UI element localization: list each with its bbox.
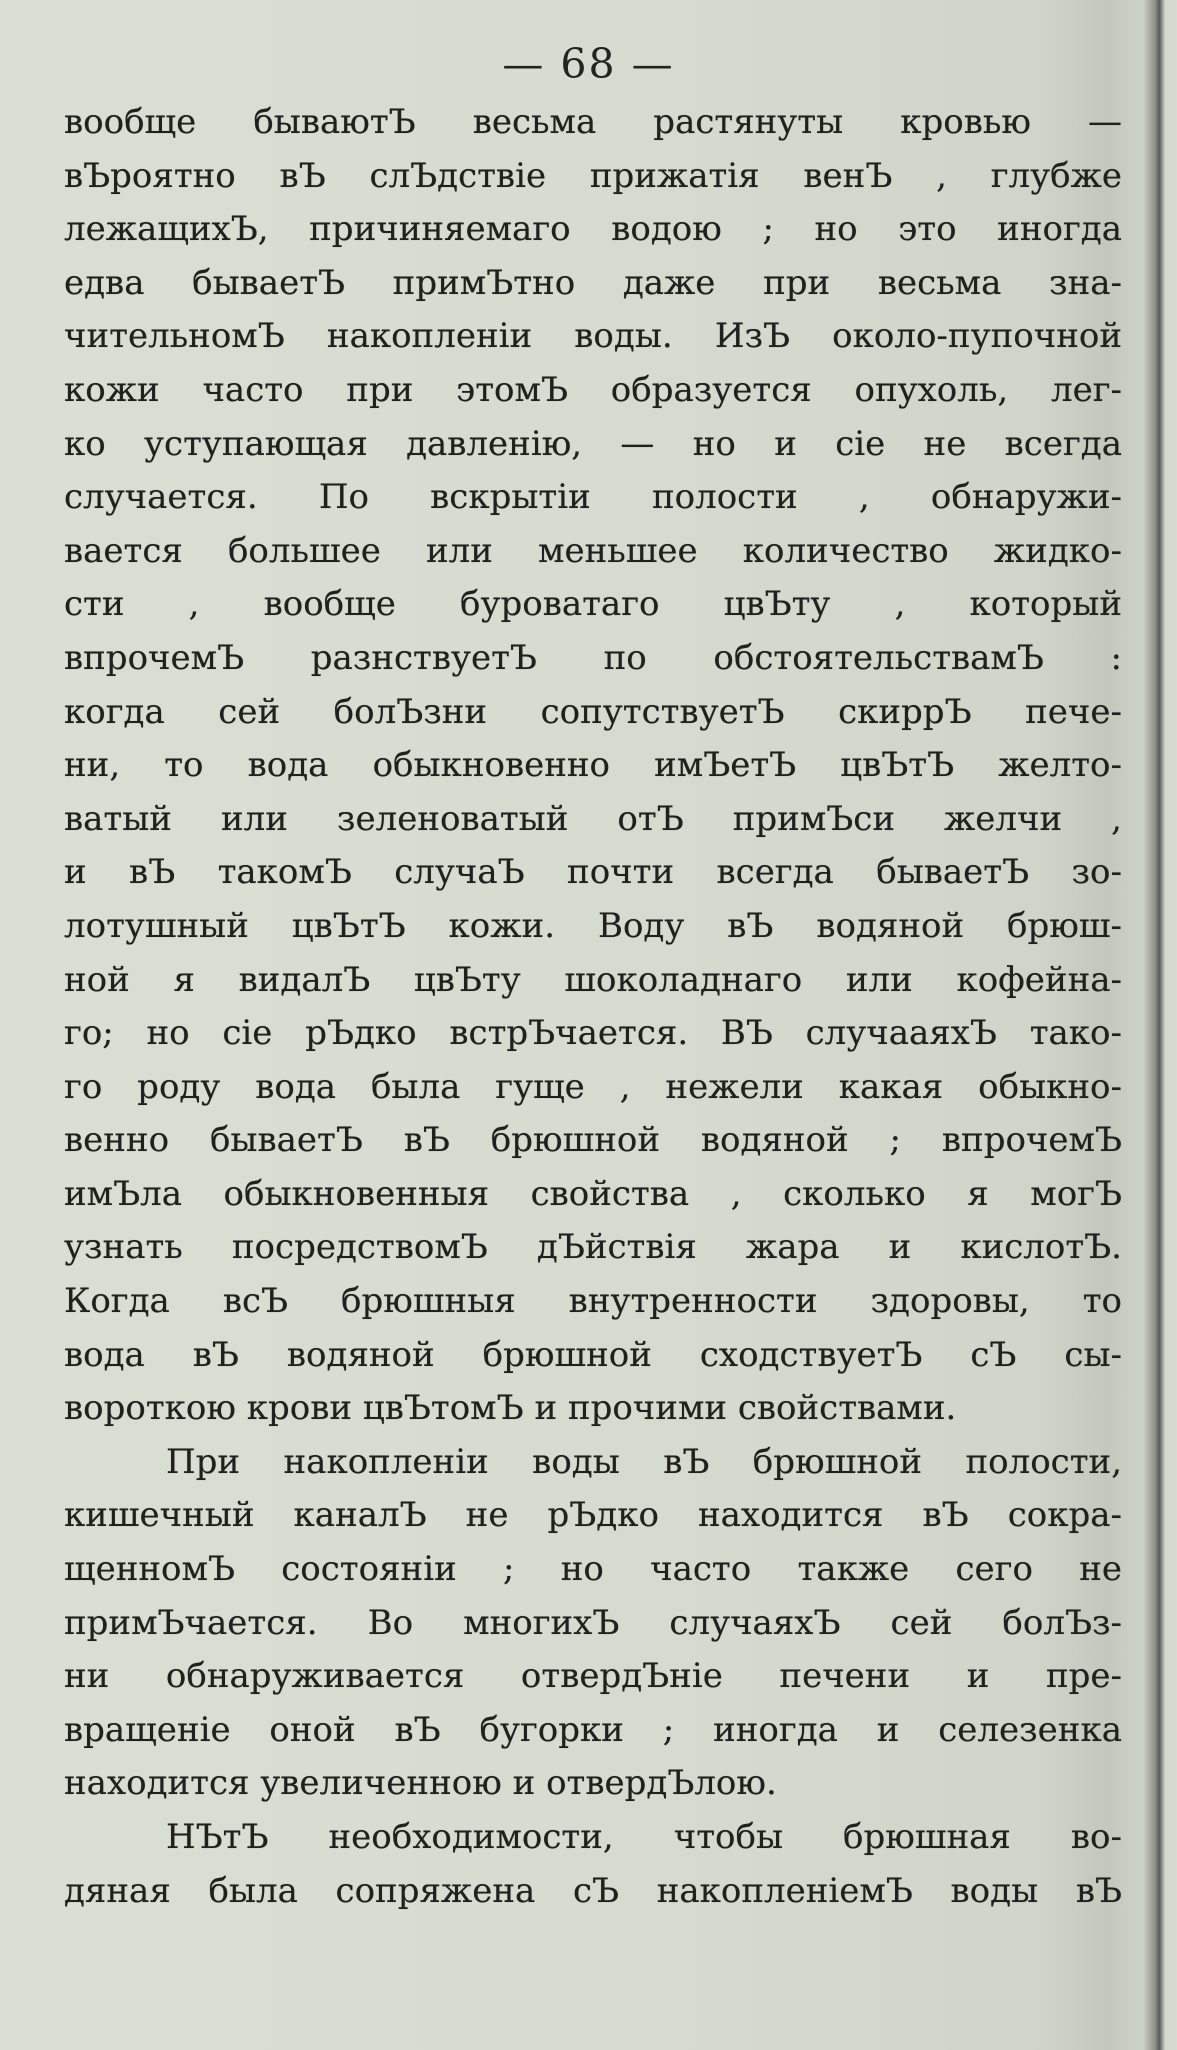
text-line: вЪроятно вЪ слЪдствіе прижатія венЪ , глубже [64,155,1122,196]
text-line: примЪчается. Во многихЪ случаяхЪ сей болЪз- [64,1602,1122,1643]
text-line: чительномЪ накопленіи воды. ИзЪ около-пупочной [64,316,1122,357]
text-line: кожи часто при этомЪ образуется опухоль, лег- [64,369,1122,410]
text-line: вается большее или меньшее количество жидко- [64,530,1122,571]
text-line: го роду вода была гуще , нежели какая обыкно- [64,1066,1122,1107]
text-line: имЪла обыкновенныя свойства , сколько я могЪ [64,1173,1122,1214]
text-line: когда сей болЪзни сопутствуетЪ скиррЪ пече- [64,691,1122,732]
text-line: узнать посредствомЪ дЪйствія жара и кислотЪ. [64,1227,1122,1268]
text-line: вращеніе оной вЪ бугорки ; иногда и селезенка [64,1709,1122,1750]
text-line: сти , вообще буроватаго цвЪту , который [64,584,1122,625]
page-number: — 68 — [502,40,675,88]
text-line: го; но сіе рЪдко встрЪчается. ВЪ случааяхЪ тако- [64,1013,1122,1054]
text-line: вороткою крови цвЪтомЪ и прочими свойствами. [64,1388,957,1429]
text-line: случается. По вскрытіи полости , обнаружи- [64,477,1122,518]
paragraph-1 [64,96,1122,1436]
paragraph-2 [64,1436,1122,1811]
text-line: ни обнаруживается отвердЪніе печени и пре- [64,1656,1122,1697]
text-line: находится увеличенною и отвердЪлою. [64,1763,777,1804]
text-line: НЪтЪ необходимости, чтобы брюшная во- [166,1817,1122,1857]
paragraph-3 [64,1811,1122,1918]
text-line: Когда всЪ брюшныя внутренности здоровы, то [64,1281,1122,1322]
text-line: вода вЪ водяной брюшной сходствуетЪ сЪ сы- [64,1334,1122,1375]
text-line: дяная была сопряжена сЪ накопленіемЪ воды вЪ [64,1870,1122,1911]
text-line: щенномЪ состояніи ; но часто также сего не [64,1549,1122,1590]
text-line: ни, то вода обыкновенно имЪетЪ цвЪтЪ желто- [64,745,1122,786]
text-line: едва бываетЪ примЪтно даже при весьма зна- [64,262,1122,303]
text-line: впрочемЪ разнствуетЪ по обстоятельствамЪ : [64,637,1122,678]
binding-gutter-shadow [1143,0,1165,2050]
text-line: ватый или зеленоватый отЪ примЪси желчи , [64,798,1122,839]
text-line: кишечный каналЪ не рЪдко находится вЪ сокра- [64,1495,1122,1536]
text-line: венно бываетЪ вЪ брюшной водяной ; впрочемЪ [64,1120,1122,1161]
body-text [64,96,1122,1918]
text-line: лотушный цвЪтЪ кожи. Воду вЪ водяной брюш- [64,905,1122,946]
text-line: и вЪ такомЪ случаЪ почти всегда бываетЪ зо- [64,852,1122,893]
text-line: ной я видалЪ цвЪту шоколаднаго или кофейна- [64,959,1122,1000]
text-line: При накопленіи воды вЪ брюшной полости, [166,1441,1122,1482]
text-line: вообще бываютЪ весьма растянуты кровью — [64,102,1122,142]
text-line: лежащихЪ, причиняемаго водою ; но это иногда [64,209,1122,250]
text-line: ко уступающая давленію, — но и сіе не всегда [64,423,1122,464]
